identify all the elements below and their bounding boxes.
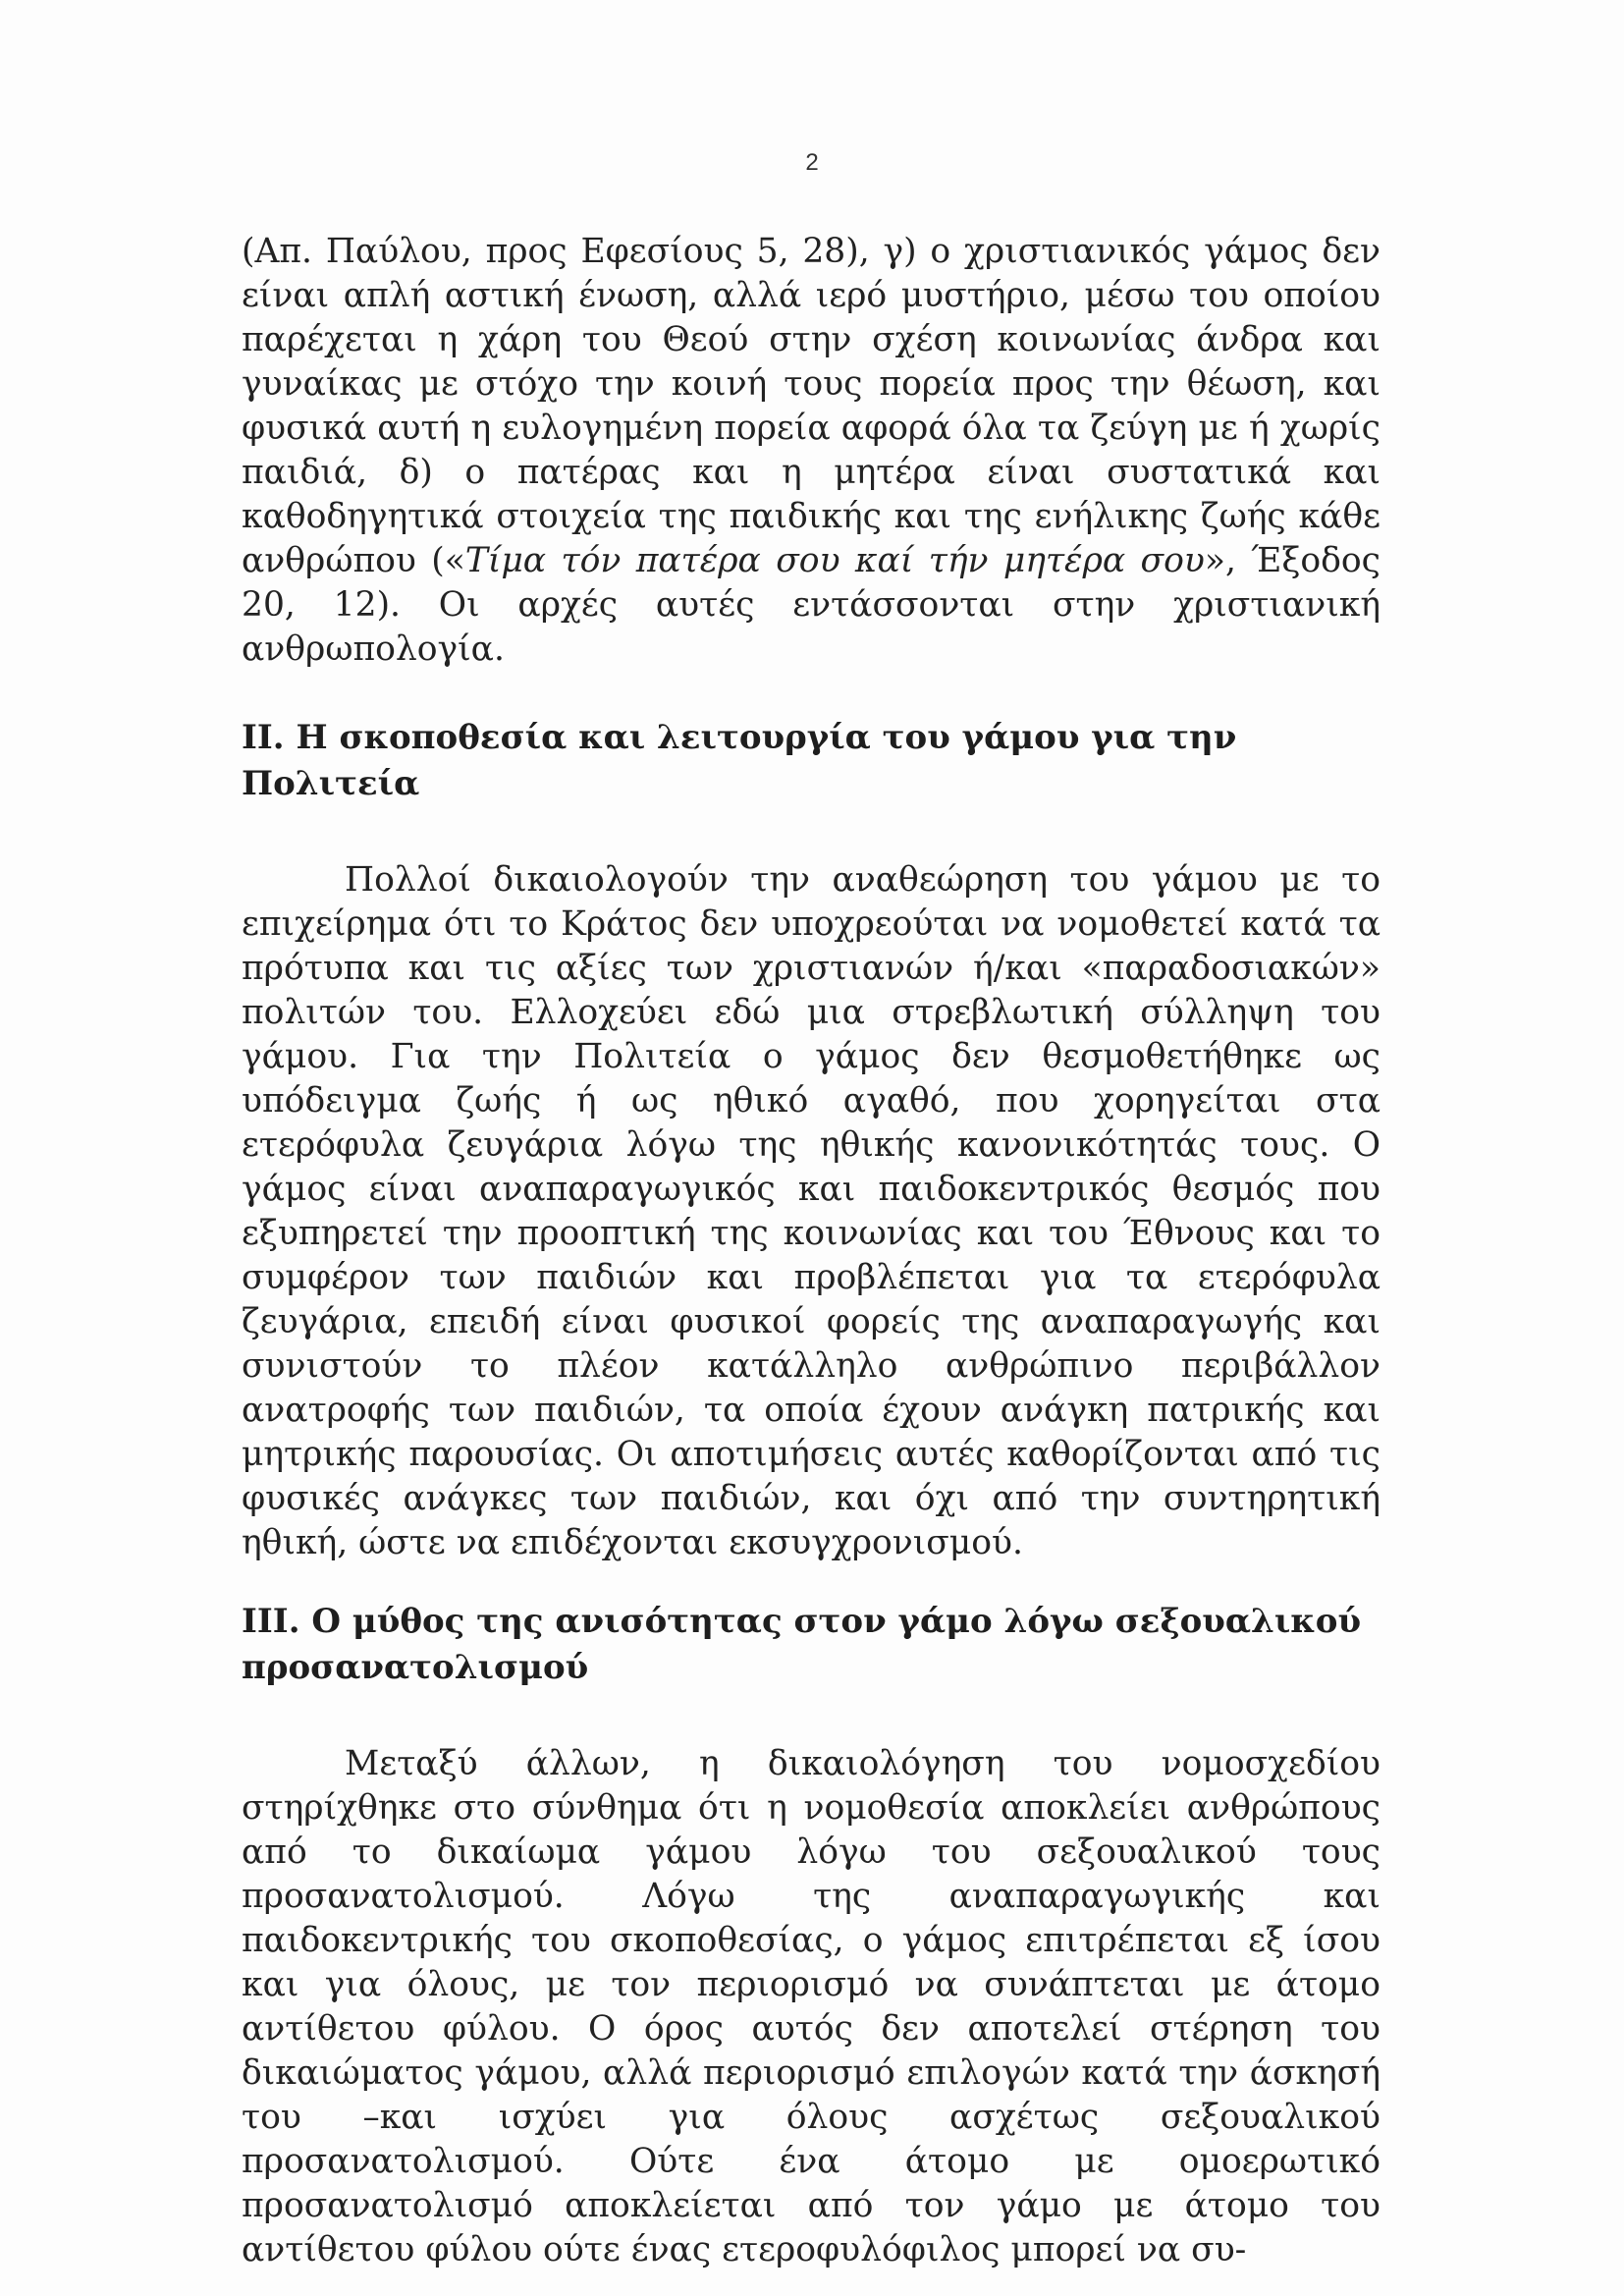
section-3-heading: III. Ο μύθος της ανισότητας στον γάμο λόγω σεξουαλικού προσανατολισμού xyxy=(242,1602,1362,1687)
section-2-heading: II. Η σκοποθεσία και λειτουργία του γάμου για την Πολιτεία xyxy=(242,718,1237,803)
section-3-paragraph: Μεταξύ άλλων, η δικαιολόγηση του νομοσχεδίου στηρίχθηκε στο σύνθημα ότι η νομοθεσία αποκλείει ανθρώπους από το δικαίωμα γάμου λόγω του σεξουαλικού τους προσανατολισμού. Λόγω της αναπαραγωγικής και παιδοκεντρικής του σκοποθεσίας, ο γάμος επιτρέπεται εξ ίσου και για όλους, με τον περιορισμό να συνάπτεται με άτομο αντίθετου φύλου. Ο όρος αυτός δεν αποτελεί στέρηση του δικαιώματος γάμου, αλλά περιορισμό επιλογών κατά την άσκησή του –και ισχύει για όλους ασχέτως σεξουαλικού προσανατολισμού. Ούτε ένα άτομο με ομοερωτικό προσανατολισμό αποκλείεται από τον γάμο με άτομο του αντίθετου φύλου ούτε ένας ετεροφυλόφιλος μπορεί να συ- xyxy=(242,1744,1380,2269)
page-content xyxy=(242,230,1380,2272)
scripture-quote: Τίμα τόν πατέρα σου καί τήν μητέρα σου xyxy=(464,541,1205,580)
section-2-paragraph: Πολλοί δικαιολογούν την αναθεώρηση του γάμου με το επιχείρημα ότι το Κράτος δεν υποχρεούται να νομοθετεί κατά τα πρότυπα και τις αξίες των χριστιανών ή/και «παραδοσιακών» πολιτών του. Ελλοχεύει εδώ μια στρεβλωτική σύλληψη του γάμου. Για την Πολιτεία ο γάμος δεν θεσμοθετήθηκε ως υπόδειγμα ζωής ή ως ηθικό αγαθό, που χορηγείται στα ετερόφυλα ζευγάρια λόγω της ηθικής κανονικότητάς τους. Ο γάμος είναι αναπαραγωγικός και παιδοκεντρικός θεσμός που εξυπηρετεί την προοπτική της κοινωνίας και του Έθνους και το συμφέρον των παιδιών και προβλέπεται για τα ετερόφυλα ζευγάρια, επειδή είναι φυσικοί φορείς της αναπαραγωγής και συνιστούν το πλέον κατάλληλο ανθρώπινο περιβάλλον ανατροφής των παιδιών, τα οποία έχουν ανάγκη πατρικής και μητρικής παρουσίας. Οι αποτιμήσεις αυτές καθορίζονται από τις φυσικές ανάγκες των παιδιών, και όχι από την συντηρητική ηθική, ώστε να επιδέχονται εκσυγχρονισμού. xyxy=(242,860,1380,1562)
intro-paragraph xyxy=(242,230,1380,672)
intro-text-before-quote: (Απ. Παύλου, προς Εφεσίους 5, 28), γ) ο χριστιανικός γάμος δεν είναι απλή αστική ένωση, αλλά ιερό μυστήριο, μέσω του οποίου παρέχεται η χάρη του Θεού στην σχέση κοινωνίας άνδρα και γυναίκας με στόχο την κοινή τους πορεία προς την θέωση, και φυσικά αυτή η ευλογημένη πορεία αφορά όλα τα ζεύγη με ή χωρίς παιδιά, δ) ο πατέρας και η μητέρα είναι συστατικά και καθοδηγητικά στοιχεία της παιδικής και της ενήλικης ζωής κάθε ανθρώπου (« xyxy=(242,232,1380,580)
page-number: 2 xyxy=(805,149,819,176)
intro-text-after-quote: », Έξοδος 20, 12). Οι αρχές αυτές εντάσσονται στην χριστιανική ανθρωπολογία. xyxy=(242,541,1380,669)
